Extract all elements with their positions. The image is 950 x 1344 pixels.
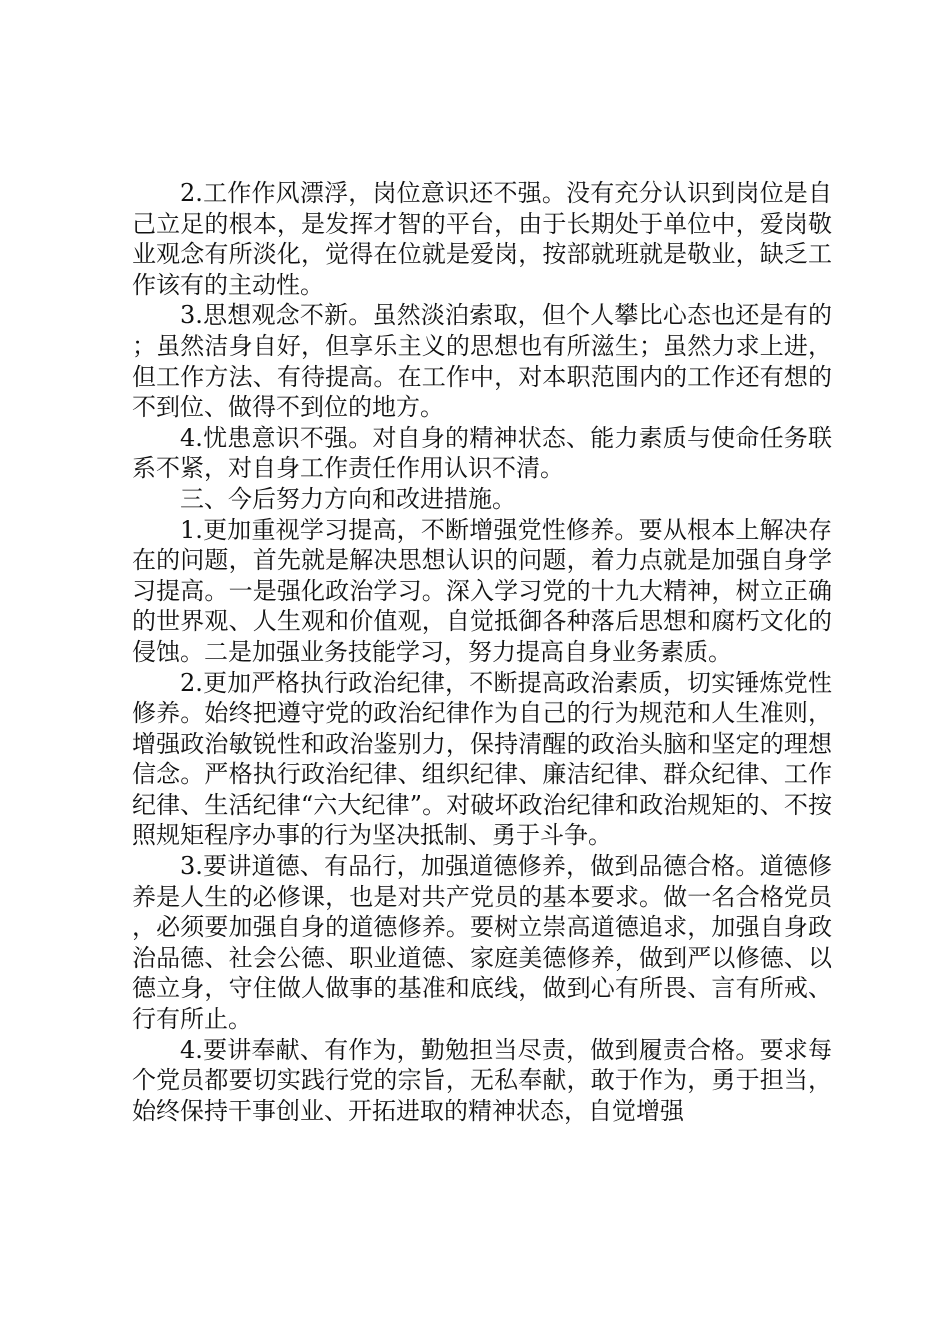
paragraph-dedication: 4.要讲奉献、有作为，勤勉担当尽责，做到履责合格。要求每个党员都要切实践行党的宗旨，无私奉献，敢于作为，勇于担当，始终保持干事创业、开拓进取的精神状态，自觉增强: [132, 1035, 832, 1125]
paragraph-study: 1.更加重视学习提高，不断增强党性修养。要从根本上解决存在的问题，首先就是解决思想认识的问题，着力点就是加强自身学习提高。一是强化政治学习。深入学习党的十九大精神，树立正确的世界观、人生观和价值观，自觉抵御各种落后思想和腐朽文化的侵蚀。二是加强业务技能学习，努力提高自身业务素质。: [132, 515, 832, 666]
paragraph-awareness: 4.忧患意识不强。对自身的精神状态、能力素质与使命任务联系不紧，对自身工作责任作用认识不清。: [132, 423, 832, 483]
paragraph-discipline: 2.更加严格执行政治纪律，不断提高政治素质，切实锤炼党性修养。始终把遵守党的政治纪律作为自己的行为规范和人生准则，增强政治敏锐性和政治鉴别力，保持清醒的政治头脑和坚定的理想信念。严格执行政治纪律、组织纪律、廉洁纪律、群众纪律、工作纪律、生活纪律“六大纪律”。对破坏政治纪律和政治规矩的、不按照规矩程序办事的行为坚决抵制、勇于斗争。: [132, 668, 832, 850]
paragraph-mindset: 3.思想观念不新。虽然淡泊索取，但个人攀比心态也还是有的；虽然洁身自好，但享乐主义的思想也有所滋生；虽然力求上进，但工作方法、有待提高。在工作中，对本职范围内的工作还有想的不到位、做得不到位的地方。: [132, 301, 832, 422]
section-heading-improvement: 三、今后努力方向和改进措施。: [180, 484, 516, 513]
document-body: [132, 178, 832, 1126]
paragraph-work-style: 2.工作作风漂浮，岗位意识还不强。没有充分认识到岗位是自己立足的根本，是发挥才智的平台，由于长期处于单位中，爱岗敬业观念有所淡化，觉得在位就是爱岗，按部就班就是敬业，缺乏工作该有的主动性。: [132, 179, 832, 299]
paragraph-morality: 3.要讲道德、有品行，加强道德修养，做到品德合格。道德修养是人生的必修课，也是对共产党员的基本要求。做一名合格党员，必须要加强自身的道德修养。要树立崇高道德追求，加强自身政治品德、社会公德、职业道德、家庭美德修养，做到严以修德、以德立身，守住做人做事的基准和底线，做到心有所畏、言有所戒、行有所止。: [132, 852, 832, 1034]
